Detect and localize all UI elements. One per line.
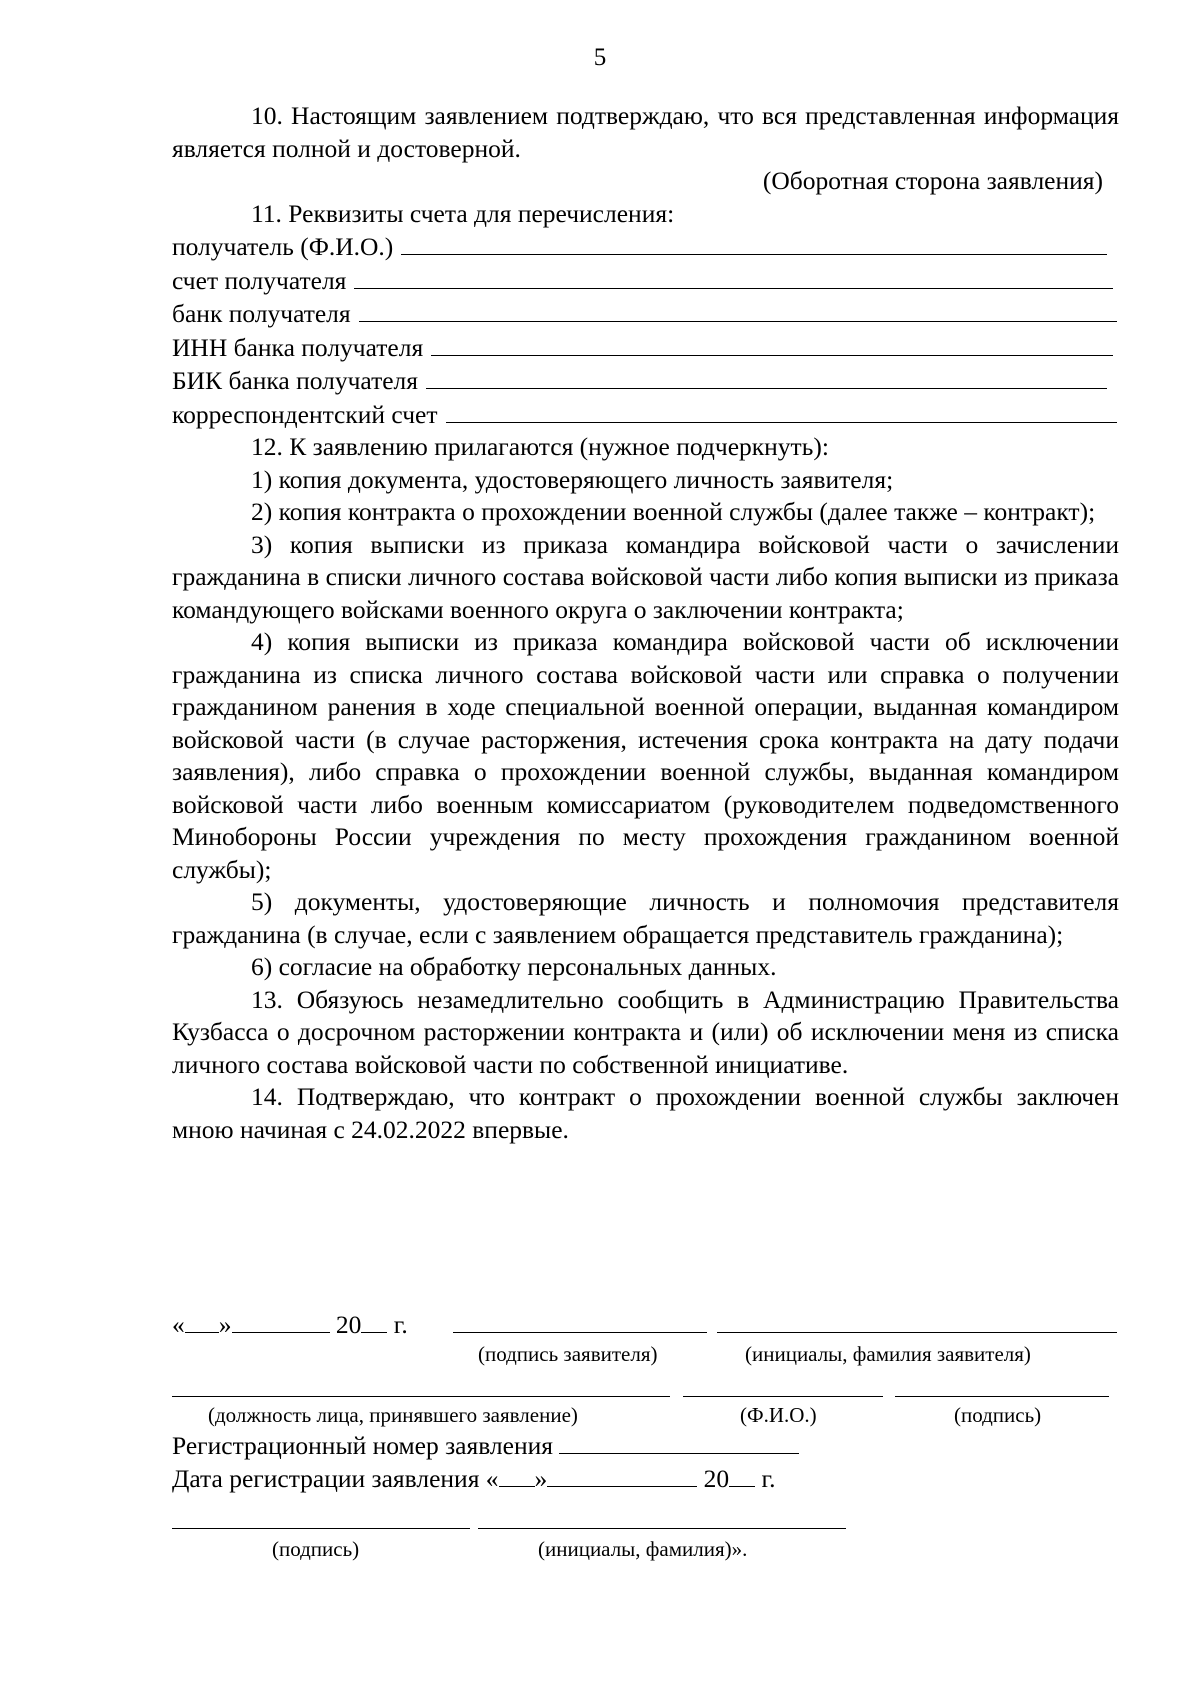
attachment-6: 6) согласие на обработку персональных данных. (251, 952, 777, 981)
quote-close: » (218, 1310, 232, 1339)
reg-month-input-line[interactable] (547, 1462, 697, 1487)
applicant-signature-line[interactable] (453, 1300, 707, 1333)
official-signature-line[interactable] (895, 1366, 1109, 1397)
year-prefix: 20 (335, 1310, 362, 1339)
attachment-4: 4) копия выписки из приказа командира войсковой части об исключении гражданина из списка личного состава войсковой части или справка о получении гражданином ранения в ходе специальной военной операции, выданная командиром войсковой части (в случае расторжения, истечения срока контракта на дату подачи заявления), либо справка о прохождении военной службы, выданная командиром войсковой части либо военным комиссариатом (руководителем подведомственного Минобороны России учреждения по месту прохождения гражданином военной службы); (172, 627, 1119, 884)
final-signature-caption: (подпись) (272, 1537, 360, 1561)
attachment-1: 1) копия документа, удостоверяющего личность заявителя; (251, 464, 894, 494)
field-label: ИНН банка получателя (172, 332, 424, 362)
attachment-3: 3) копия выписки из приказа командира войсковой части о зачислении гражданина в списки личного состава войсковой части либо копия выписки из приказа командующего войсками военного округа о заключении контракта; (172, 529, 1119, 624)
applicant-name-line[interactable] (717, 1300, 1117, 1333)
reverse-side-note: (Оборотная сторона заявления) (762, 166, 1103, 195)
fio-caption: (Ф.И.О.) (740, 1403, 817, 1427)
bank-input-line[interactable] (359, 297, 1117, 322)
year-input-line[interactable] (361, 1308, 387, 1333)
paragraph-10: 10. Настоящим заявлением подтверждаю, что вся представленная информация является полной и достоверной. (172, 101, 1119, 163)
applicant-signature-caption: (подпись заявителя) (478, 1342, 658, 1366)
reg-year-suffix: г. (761, 1464, 776, 1493)
day-input-line[interactable] (185, 1308, 219, 1333)
applicant-name-caption: (инициалы, фамилия заявителя) (745, 1342, 1031, 1366)
page-number: 5 (593, 44, 607, 71)
final-name-caption: (инициалы, фамилия)». (538, 1537, 748, 1561)
bik-input-line[interactable] (426, 364, 1107, 389)
paragraph-11-title: 11. Реквизиты счета для перечисления: (251, 198, 675, 228)
reg-number-label: Регистрационный номер заявления (172, 1431, 553, 1460)
position-caption: (должность лица, принявшего заявление) (208, 1403, 578, 1427)
applicant-date-row (172, 1308, 408, 1340)
final-name-line[interactable] (478, 1498, 846, 1529)
attachment-2: 2) копия контракта о прохождении военной службы (далее также – контракт); (251, 497, 1096, 526)
fio-line[interactable] (683, 1366, 883, 1397)
field-corr-account (172, 398, 1119, 432)
reg-date-row (172, 1462, 776, 1494)
field-inn (172, 331, 1119, 365)
field-label: счет получателя (172, 265, 347, 295)
document-body (172, 100, 1119, 1146)
field-account (172, 264, 1119, 298)
signature-caption: (подпись) (954, 1403, 1042, 1427)
reg-year-input-line[interactable] (729, 1462, 755, 1487)
field-label: корреспондентский счет (172, 399, 438, 429)
recipient-input-line[interactable] (401, 230, 1107, 255)
reg-number-row (172, 1429, 799, 1461)
field-label: БИК банка получателя (172, 366, 419, 395)
field-bik (172, 364, 1119, 398)
field-recipient (172, 230, 1119, 264)
final-signature-line[interactable] (172, 1498, 470, 1529)
reg-number-input-line[interactable] (559, 1429, 799, 1454)
reg-date-label: Дата регистрации заявления « (172, 1464, 499, 1493)
year-suffix: г. (393, 1310, 408, 1339)
paragraph-14: 14. Подтверждаю, что контракт о прохождении военной службы заключен мною начиная с 24.02.2022 впервые. (172, 1082, 1119, 1144)
paragraph-12-title: 12. К заявлению прилагаются (нужное подчеркнуть): (251, 432, 829, 461)
inn-input-line[interactable] (431, 331, 1113, 356)
field-label: банк получателя (172, 299, 351, 328)
paragraph-13: 13. Обязуюсь незамедлительно сообщить в Администрацию Правительства Кузбасса о досрочном расторжении контракта и (или) об исключении меня из списка личного состава войсковой части по собственной инициативе. (172, 984, 1119, 1079)
reg-date-close: » (534, 1464, 548, 1493)
field-label: получатель (Ф.И.О.) (172, 232, 394, 261)
attachment-5: 5) документы, удостоверяющие личность и полномочия представителя гражданина (в случае, если с заявлением обращается представитель гражданина); (172, 887, 1119, 949)
position-line[interactable] (172, 1366, 670, 1397)
quote-open: « (172, 1310, 185, 1339)
month-input-line[interactable] (232, 1308, 330, 1333)
field-bank (172, 297, 1119, 331)
reg-year-prefix: 20 (703, 1464, 730, 1493)
account-input-line[interactable] (354, 264, 1113, 289)
corr-account-input-line[interactable] (446, 398, 1117, 423)
reg-day-input-line[interactable] (499, 1462, 535, 1487)
